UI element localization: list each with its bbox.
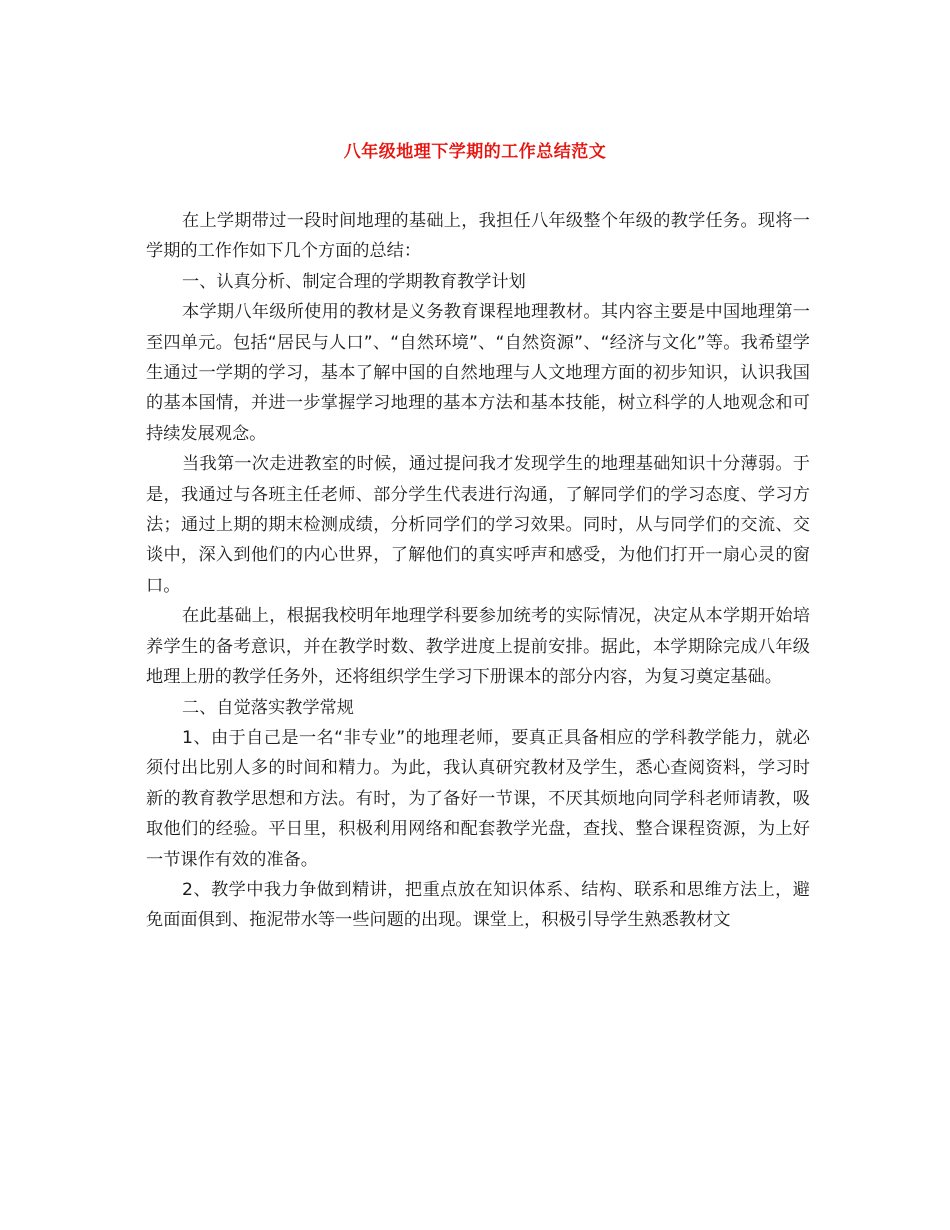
paragraph-intro: 在上学期带过一段时间地理的基础上，我担任八年级整个年级的教学任务。现将一学期的工作作如下几个方面的总结：	[146, 211, 810, 262]
document-body	[146, 206, 810, 936]
paragraph: 当我第一次走进教室的时候，通过提问我才发现学生的地理基础知识十分薄弱。于是，我通过与各班主任老师、部分学生代表进行沟通，了解同学们的学习态度、学习方法；通过上期的期末检测成绩，分析同学们的学习效果。同时，从与同学们的交流、交谈中，深入到他们的内心世界，了解他们的真实呼声和感受，为他们打开一扇心灵的窗口。	[146, 454, 810, 596]
paragraph: 本学期八年级所使用的教材是义务教育课程地理教材。其内容主要是中国地理第一至四单元。包括“居民与人口”、“自然环境”、“自然资源”、“经济与文化”等。我希望学生通过一学期的学习，基本了解中国的自然地理与人文地理方面的初步知识，认识我国的基本国情，并进一步掌握学习地理的基本方法和基本技能，树立科学的人地观念和可持续发展观念。	[146, 302, 810, 444]
section-heading-1: 一、认真分析、制定合理的学期教育教学计划	[182, 271, 526, 292]
paragraph: 1、由于自己是一名“非专业”的地理老师，要真正具备相应的学科教学能力，就必须付出比别人多的时间和精力。为此，我认真研究教材及学生，悉心查阅资料，学习时新的教育教学思想和方法。有时，为了备好一节课，不厌其烦地向同学科老师请教，吸取他们的经验。平日里，积极利用网络和配套教学光盘，查找、整合课程资源，为上好一节课作有效的准备。	[146, 727, 810, 870]
section-heading-2: 二、自觉落实教学常规	[182, 697, 354, 718]
paragraph: 2、教学中我力争做到精讲，把重点放在知识体系、结构、联系和思维方法上，避免面面俱到、拖泥带水等一些问题的出现。课堂上，积极引导学生熟悉教材文	[146, 879, 810, 931]
document-title: 八年级地理下学期的工作总结范文	[343, 142, 607, 162]
paragraph: 在此基础上，根据我校明年地理学科要参加统考的实际情况，决定从本学期开始培养学生的备考意识，并在教学时数、教学进度上提前安排。据此，本学期除完成八年级地理上册的教学任务外，还将组织学生学习下册课本的部分内容，为复习奠定基础。	[146, 606, 810, 688]
